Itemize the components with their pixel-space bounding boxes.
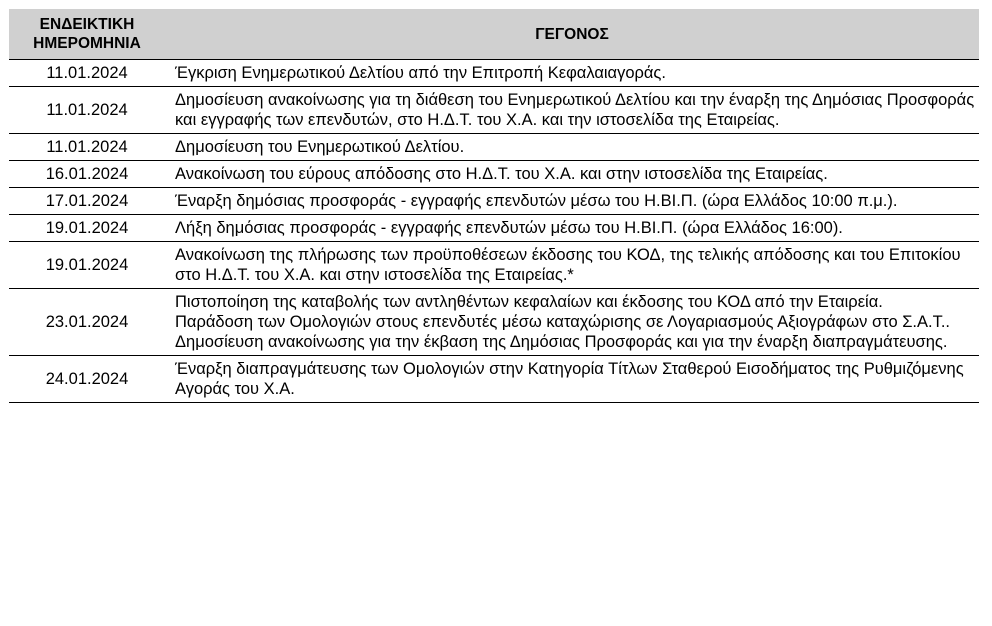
row-date: 11.01.2024 <box>9 134 165 161</box>
row-event <box>165 188 979 215</box>
timetable <box>9 9 979 403</box>
event-text: Παράδοση των Ομολογιών στους επενδυτές μέσω καταχώρισης σε Λογαριασμούς Αξιογράφων στο Σ.Α.Τ.. <box>175 313 951 331</box>
row-date: 19.01.2024 <box>9 242 165 289</box>
row-event <box>165 134 979 161</box>
event-text: Πιστοποίηση της καταβολής των αντληθέντων κεφαλαίων και έκδοσης του ΚΟΔ από την Εταιρεία. <box>175 293 883 311</box>
header-date-line2: ΗΜΕΡΟΜΗΝΙΑ <box>33 35 141 52</box>
table-row <box>9 289 979 356</box>
row-date: 11.01.2024 <box>9 60 165 87</box>
event-text: Έναρξη δημόσιας προσφοράς - εγγραφής επενδυτών μέσω του Η.ΒΙ.Π. (ώρα Ελλάδος 10:00 π.μ.). <box>175 192 898 210</box>
table-row <box>9 188 979 215</box>
row-date: 23.01.2024 <box>9 289 165 356</box>
event-text: Λήξη δημόσιας προσφοράς - εγγραφής επενδυτών μέσω του Η.ΒΙ.Π. (ώρα Ελλάδος 16:00). <box>175 219 843 237</box>
table-row <box>9 60 979 87</box>
row-event <box>165 60 979 87</box>
table-row <box>9 356 979 403</box>
table-row <box>9 87 979 134</box>
header-date <box>9 9 165 60</box>
row-event <box>165 242 979 289</box>
event-text: Δημοσίευση ανακοίνωσης για την έκβαση της Δημόσιας Προσφοράς και για την έναρξη διαπραγμάτευσης. <box>175 333 948 351</box>
table-row <box>9 161 979 188</box>
row-event <box>165 161 979 188</box>
header-row <box>9 9 979 60</box>
table-row <box>9 134 979 161</box>
row-event <box>165 87 979 134</box>
table-row <box>9 215 979 242</box>
row-event <box>165 289 979 356</box>
row-date: 19.01.2024 <box>9 215 165 242</box>
table-row <box>9 242 979 289</box>
event-text: Έναρξη διαπραγμάτευσης των Ομολογιών στην Κατηγορία Τίτλων Σταθερού Εισοδήματος της Ρυθμιζόμενης Αγοράς του Χ.Α. <box>175 360 964 398</box>
row-event <box>165 356 979 403</box>
event-text: Δημοσίευση ανακοίνωσης για τη διάθεση του Ενημερωτικού Δελτίου και την έναρξη της Δημόσιας Προσφοράς και εγγραφής των επενδυτών, στο Η.Δ.Τ. του Χ.Α. και την ιστοσελίδα της Εταιρείας. <box>175 91 975 129</box>
event-text: Ανακοίνωση της πλήρωσης των προϋποθέσεων έκδοσης του ΚΟΔ, της τελικής απόδοσης και του Επιτοκίου στο Η.Δ.Τ. του Χ.Α. και στην ιστοσελίδα της Εταιρείας.* <box>175 246 961 284</box>
row-date: 11.01.2024 <box>9 87 165 134</box>
header-date-line1: ΕΝΔΕΙΚΤΙΚΗ <box>39 16 135 33</box>
row-date: 24.01.2024 <box>9 356 165 403</box>
row-date: 16.01.2024 <box>9 161 165 188</box>
event-text: Δημοσίευση του Ενημερωτικού Δελτίου. <box>175 138 465 156</box>
event-text: Ανακοίνωση του εύρους απόδοσης στο Η.Δ.Τ. του Χ.Α. και στην ιστοσελίδα της Εταιρείας. <box>175 165 828 183</box>
row-event <box>165 215 979 242</box>
header-event: ΓΕΓΟΝΟΣ <box>165 9 979 60</box>
event-text: Έγκριση Ενημερωτικού Δελτίου από την Επιτροπή Κεφαλαιαγοράς. <box>175 64 666 82</box>
row-date: 17.01.2024 <box>9 188 165 215</box>
